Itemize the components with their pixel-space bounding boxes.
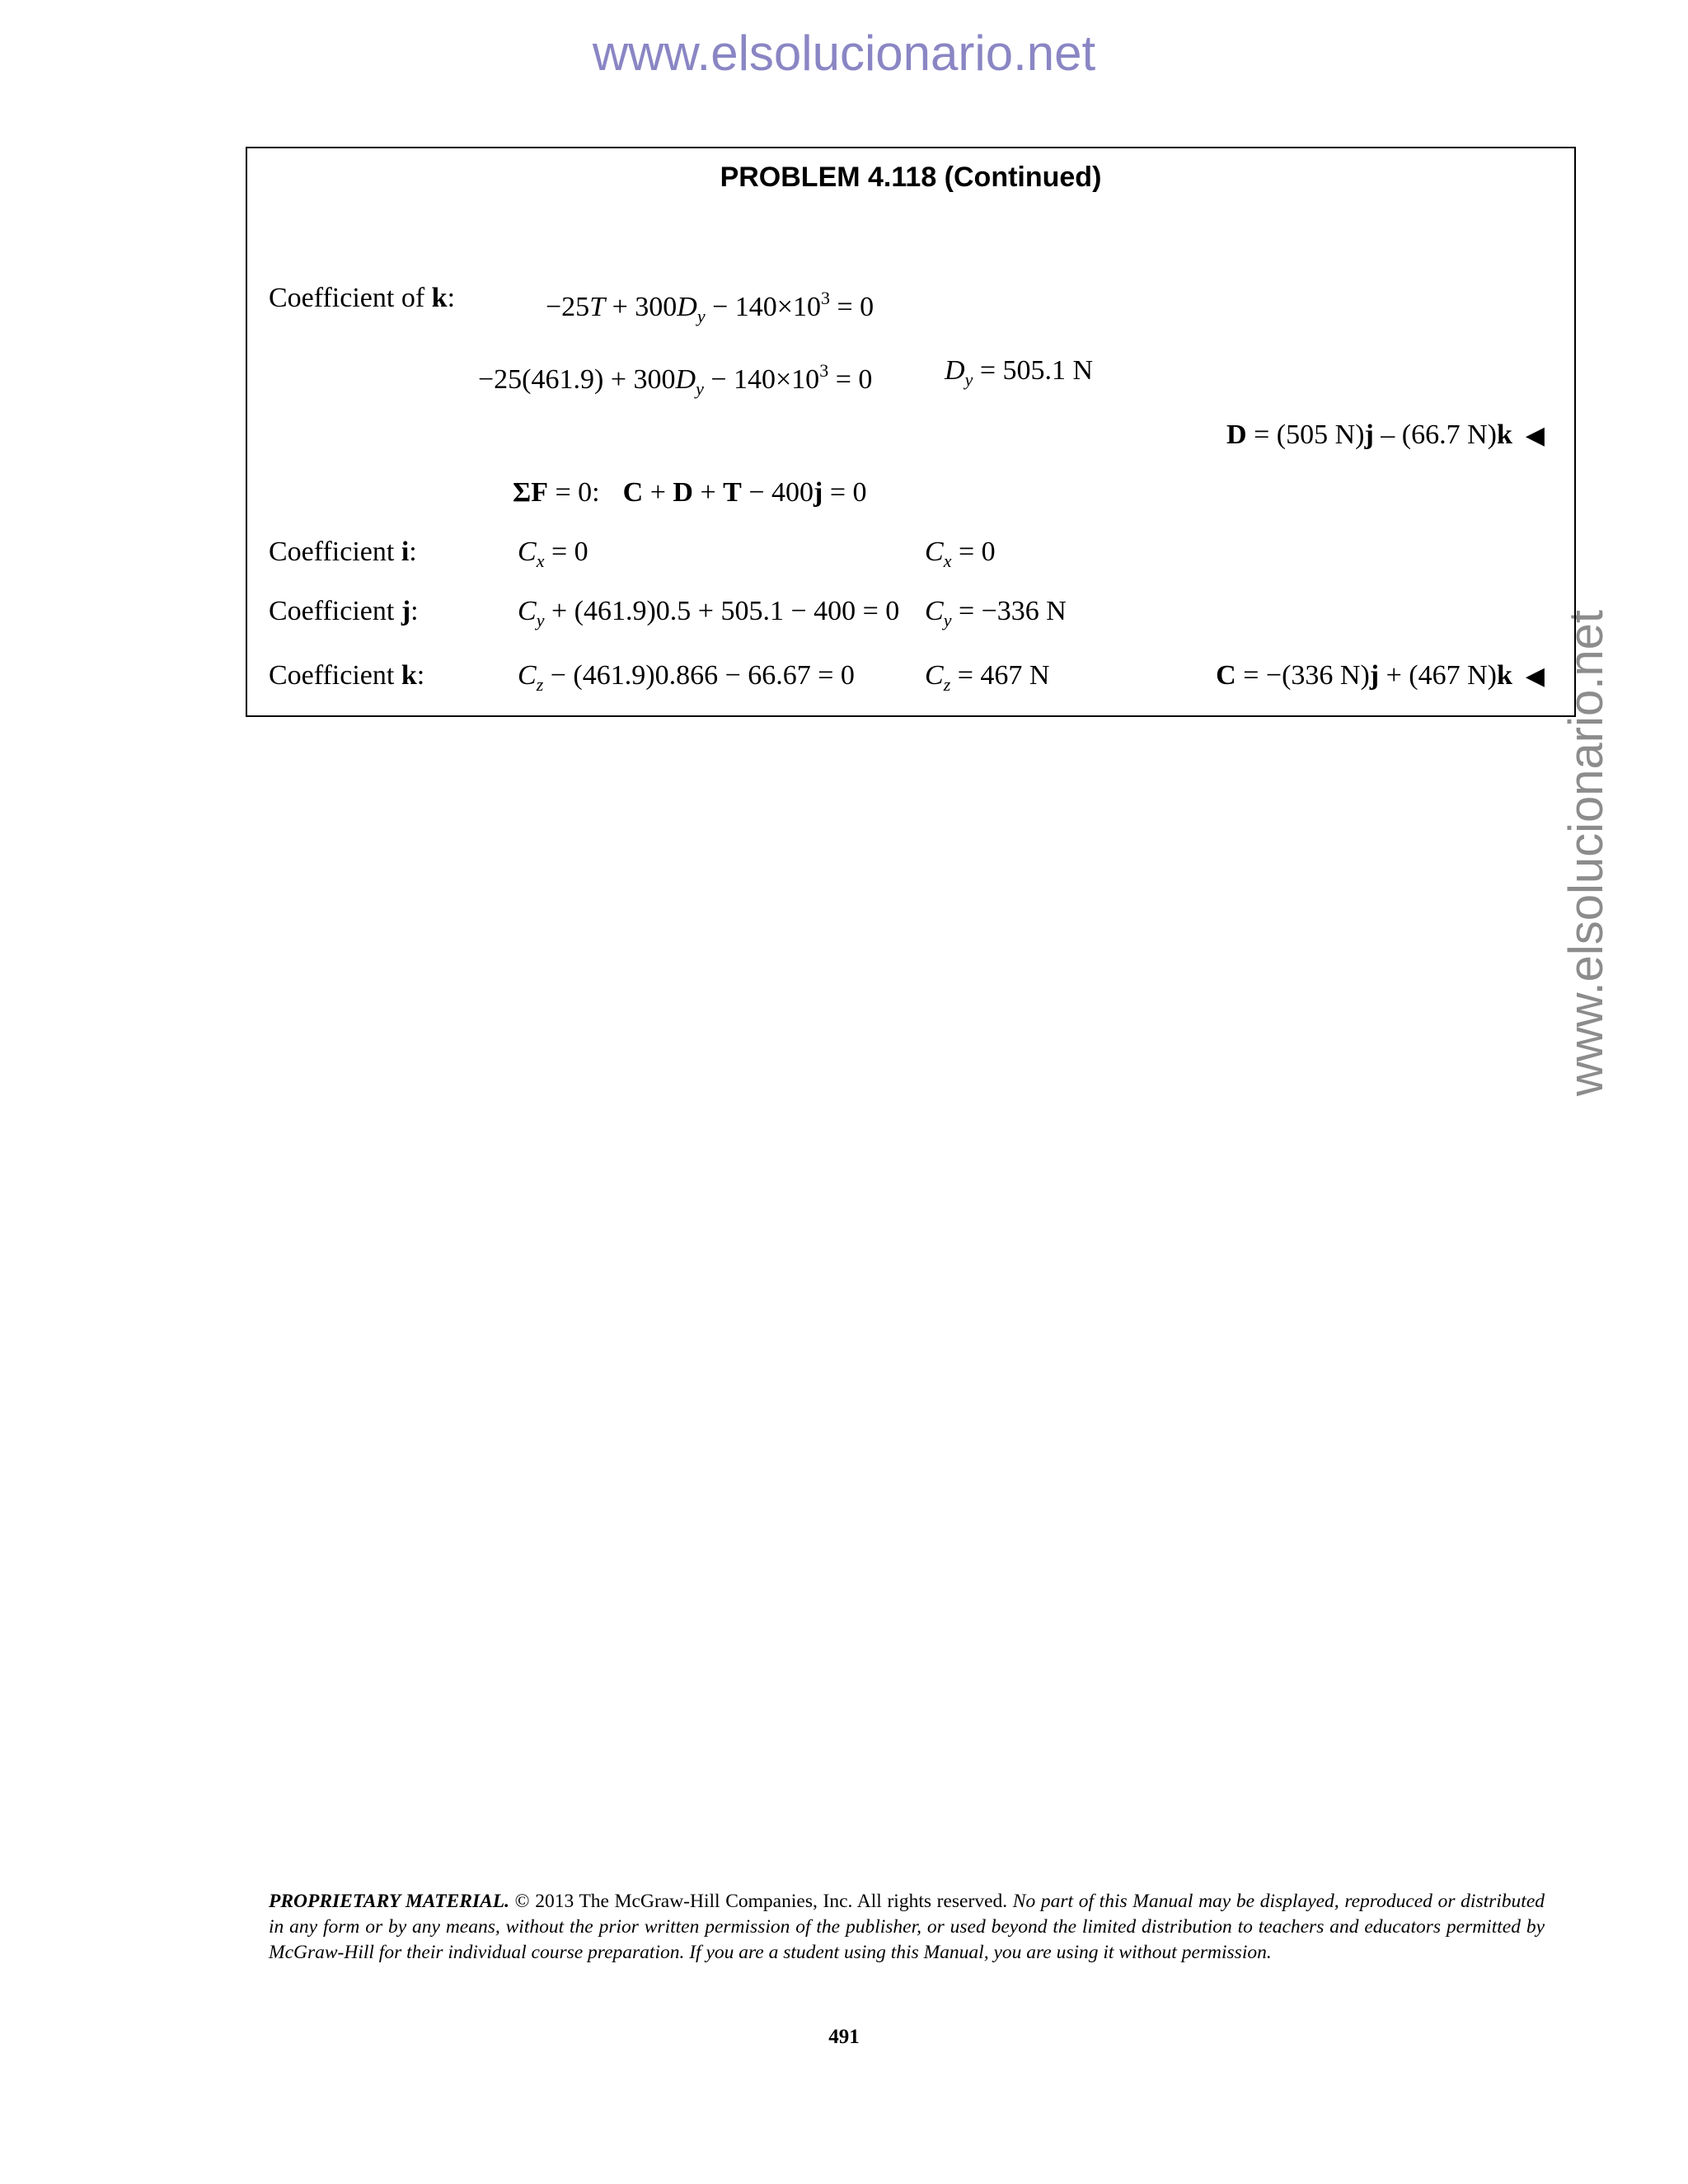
cx-result: $C_x = 0$ bbox=[925, 537, 996, 571]
cz-result: $C_z = 467$ N bbox=[925, 660, 1050, 695]
watermark-side-text: www.elsolucionario.net bbox=[1559, 610, 1613, 1096]
coeff-j-label: Coefficient j: bbox=[269, 596, 419, 626]
coeff-k-label: Coefficient of k: bbox=[269, 283, 456, 313]
proprietary-notice: PROPRIETARY MATERIAL. © 2013 The McGraw-Hill Companies, Inc. All rights reserved. No part of this Manual may be displayed, reproduced or distributed in any form or by any means, without the prior written permission of the publisher, or used beyond the limited distribution to teachers and educators permitted by McGraw-Hill for their individual course preparation. If you are a student using this Manual, you are using it without permission. bbox=[269, 1891, 1545, 1963]
answer-marker-icon: ◀ bbox=[1525, 663, 1545, 690]
coeff-k2-label: Coefficient k: bbox=[269, 660, 425, 691]
problem-title: PROBLEM 4.118 (Continued) bbox=[720, 162, 1102, 193]
coeff-i-equation: $C_x = 0$ bbox=[518, 537, 588, 571]
coeff-k2-equation: $C_z - (461.9)0.866 - 66.67 = 0$ bbox=[518, 660, 855, 695]
coeff-k-equation: $-25T + 300D_y - 140\times 10^3 = 0$ bbox=[546, 288, 874, 326]
dy-result: $D_y = 505.1$ N bbox=[945, 355, 1094, 390]
answer-c: C = −(336 N)j + (467 N)k ◀ bbox=[1216, 660, 1545, 691]
watermark-top: www.elsolucionario.net bbox=[592, 26, 1096, 81]
coeff-i-label: Coefficient i: bbox=[269, 537, 417, 567]
sum-forces-equation: ΣF = 0: C + D + T − 400j = 0 bbox=[513, 477, 867, 508]
substitution-equation: $-25(461.9) + 300D_y - 140\times 10^3 = 0$ bbox=[478, 360, 873, 399]
answer-marker-icon: ◀ bbox=[1525, 422, 1545, 449]
coeff-j-equation: $C_y + (461.9)0.5 + 505.1 - 400 = 0$ bbox=[518, 596, 900, 630]
cy-result: $C_y = -336$ N bbox=[925, 596, 1067, 630]
page-number: 491 bbox=[828, 2026, 860, 2048]
answer-d: D = (505 N)j – (66.7 N)k ◀ bbox=[1226, 419, 1545, 450]
